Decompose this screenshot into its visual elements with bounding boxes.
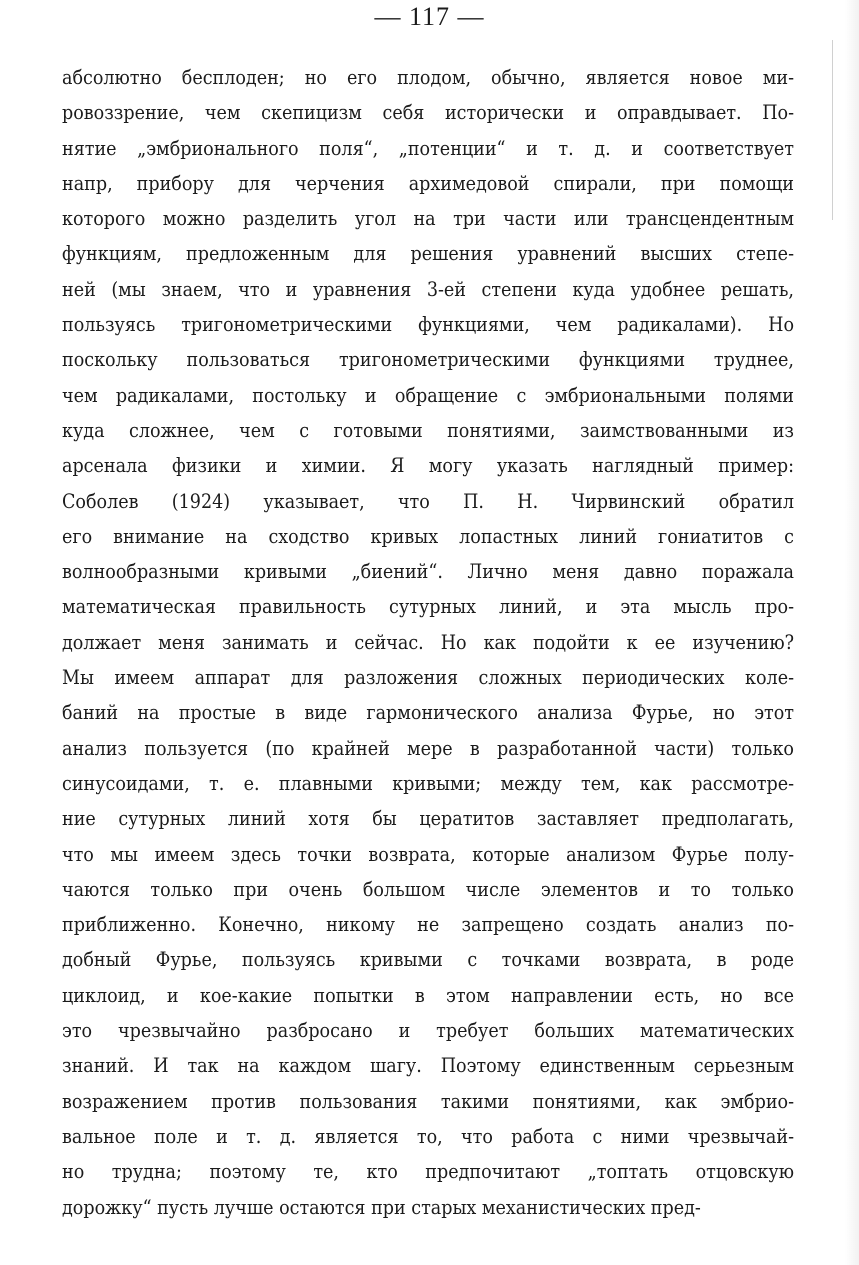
text-line: арсенала физики и химии. Я могу указать наглядный пример:	[62, 454, 794, 478]
text-line: циклоид, и кое-какие попытки в этом направлении есть, но все	[62, 983, 794, 1007]
text-line: чаются только при очень большом числе элементов и то только	[62, 877, 794, 901]
text-line: должает меня занимать и сейчас. Но как подойти к ее изучению?	[62, 630, 794, 654]
text-line: абсолютно бесплоден; но его плодом, обычно, является новое ми-	[62, 66, 794, 89]
text-line: дорожку“ пусть лучше остаются при старых механистических пред-	[62, 1195, 701, 1219]
text-line: напр, прибору для черчения архимедовой спирали, при помощи	[62, 171, 794, 195]
text-line: ровоззрение, чем скепицизм себя исторически и оправдывает. По-	[62, 101, 794, 125]
text-line: нятие „эмбрионального поля“, „потенции“ и т. д. и соответствует	[62, 136, 794, 160]
text-line: это чрезвычайно разбросано и требует больших математических	[62, 1019, 794, 1043]
body-text	[62, 60, 794, 1225]
text-line: но трудна; поэтому те, кто предпочитают „топтать отцовскую	[62, 1160, 794, 1184]
text-line: ней (мы знаем, что и уравнения 3-ей степени куда удобнее решать,	[62, 277, 794, 301]
scan-edge-mark	[832, 40, 833, 220]
text-line: вальное поле и т. д. является то, что работа с ними чрезвычай-	[62, 1124, 794, 1148]
text-line: баний на простые в виде гармонического анализа Фурье, но этот	[62, 701, 794, 725]
text-line: математическая правильность сутурных линий, и эта мысль про-	[62, 595, 794, 619]
text-line: анализ пользуется (по крайней мере в разработанной части) только	[62, 736, 794, 760]
text-line: волнообразными кривыми „биений“. Лично меня давно поражала	[62, 560, 794, 584]
text-line: Мы имеем аппарат для разложения сложных периодических коле-	[62, 666, 794, 690]
text-line: чем радикалами, постольку и обращение с эмбриональными полями	[62, 383, 794, 407]
text-line: возражением против пользования такими понятиями, как эмбрио-	[62, 1089, 794, 1113]
text-line: ние сутурных линий хотя бы цератитов заставляет предполагать,	[62, 807, 794, 831]
text-line: добный Фурье, пользуясь кривыми с точками возврата, в роде	[62, 948, 794, 972]
text-line: что мы имеем здесь точки возврата, которые анализом Фурье полу-	[62, 842, 794, 866]
text-line: Соболев (1924) указывает, что П. Н. Чирвинский обратил	[62, 489, 794, 513]
text-line: пользуясь тригонометрическими функциями, чем радикалами). Но	[62, 313, 794, 337]
text-line: синусоидами, т. е. плавными кривыми; между тем, как рассмотре-	[62, 771, 794, 795]
text-line: поскольку пользоваться тригонометрическими функциями труднее,	[62, 348, 794, 372]
text-line: куда сложнее, чем с готовыми понятиями, заимствованными из	[62, 418, 794, 442]
text-line: приближенно. Конечно, никому не запрещено создать анализ по-	[62, 913, 794, 937]
text-line: функциям, предложенным для решения уравнений высших степе-	[62, 242, 794, 266]
text-line: знаний. И так на каждом шагу. Поэтому единственным серьезным	[62, 1054, 794, 1078]
text-line: его внимание на сходство кривых лопастных линий гониатитов с	[62, 524, 794, 548]
page-number: — 117 —	[374, 2, 485, 31]
text-line: которого можно разделить угол на три части или трансцендентным	[62, 207, 794, 231]
page-edge-shadow	[845, 0, 859, 1265]
